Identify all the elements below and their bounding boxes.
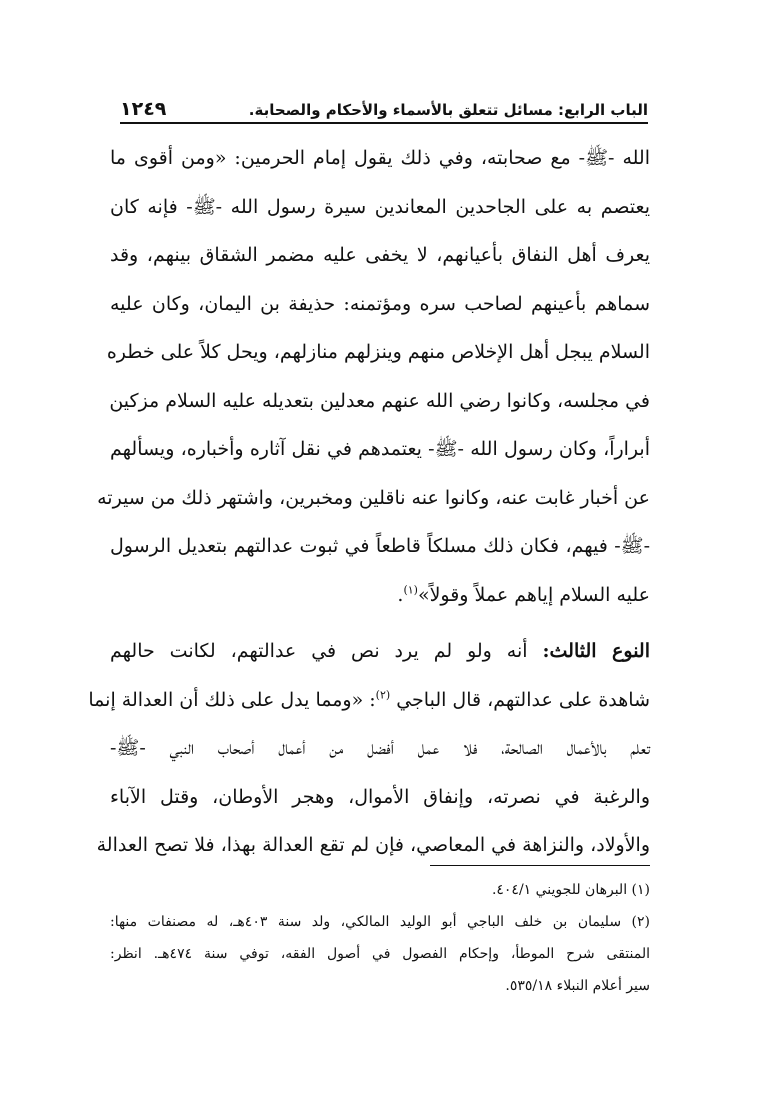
section-line — [110, 627, 650, 676]
text-line: عن أخبار غابت عنه، وكانوا عنه ناقلين ومخبرين، واشتهر ذلك من سيرته — [97, 486, 650, 509]
main-text — [88, 134, 650, 870]
text-line: سماهم بأعينهم لصاحب سره ومؤتمنه: حذيفة بن اليمان، وكان عليه — [110, 292, 650, 315]
running-title: الباب الرابع: مسائل تتعلق بالأسماء والأحكام والصحابة. — [248, 101, 648, 119]
footnote-2-line: المنتقى شرح الموطأ، وإحكام الفصول في أصول الفقه، توفي سنة ٤٧٤هـ. انظر: — [110, 946, 650, 962]
section-text: : «ومما يدل على ذلك أن العدالة إنما — [88, 688, 376, 711]
page-header — [120, 90, 648, 124]
footnote-1: (١) البرهان للجويني ٤٠٤/١. — [491, 882, 650, 898]
footnotes — [110, 872, 650, 1002]
section-line — [88, 676, 650, 725]
section-line: تعلم بالأعمال الصالحة، فلا عمل أفضل من أعمال أصحاب النبي -ﷺ- — [110, 737, 650, 759]
section-text: شاهدة على عدالتهم، قال الباجي — [396, 688, 650, 711]
footnote-separator — [430, 865, 650, 866]
text-line: يعرف أهل النفاق بأعيانهم، لا يخفى عليه مضمر الشقاق بينهم، وقد — [110, 244, 650, 266]
text-line: الله -ﷺ- مع صحابته، وفي ذلك يقول إمام الحرمين: «ومن أقوى ما — [110, 147, 650, 169]
text-line: أبراراً، وكان رسول الله -ﷺ- يعتمدهم في نقل آثاره وأخباره، ويسألهم — [110, 438, 650, 460]
footnote-ref-2[interactable]: (٢) — [375, 688, 391, 702]
text-line: -ﷺ- فيهم، فكان ذلك مسلكاً قاطعاً في ثبوت عدالتهم بتعديل الرسول — [110, 535, 650, 557]
text-line-last — [110, 571, 650, 620]
period: . — [397, 583, 404, 606]
section-term: النوع الثالث: — [542, 640, 650, 662]
text-line: في مجلسه، وكانوا رضي الله عنهم معدلين بتعديله عليه السلام مزكين — [109, 389, 650, 412]
paragraph-gap — [110, 619, 650, 627]
text-line: السلام يبجل أهل الإخلاص منهم وينزلهم منازلهم، ويحل كلاً على خطره — [106, 341, 650, 363]
text-line: يعتصم به على الجاحدين المعاندين سيرة رسول الله -ﷺ- فإنه كان — [110, 195, 650, 218]
section-line: والرغبة في نصرته، وإنفاق الأموال، وهجر الأوطان، وقتل الآباء — [110, 785, 650, 808]
footnote-2-line: (٢) سليمان بن خلف الباجي أبو الوليد المالكي، ولد سنة ٤٠٣هـ، له مصنفات منها: — [110, 914, 650, 930]
page-number: ١٢٤٩ — [120, 98, 167, 120]
section-line: والأولاد، والنزاهة في المعاصي، فإن لم تقع العدالة بهذا، فلا تصح العدالة — [96, 834, 650, 856]
section-text: أنه ولو لم يرد نص في عدالتهم، لكانت حالهم — [110, 640, 528, 662]
footnote-2-line: سير أعلام النبلاء ٥٣٥/١٨. — [505, 978, 650, 994]
quote-end-text: عليه السلام إياهم عملاً وقولاً» — [417, 583, 650, 606]
footnote-ref-1[interactable]: (١) — [403, 583, 418, 597]
